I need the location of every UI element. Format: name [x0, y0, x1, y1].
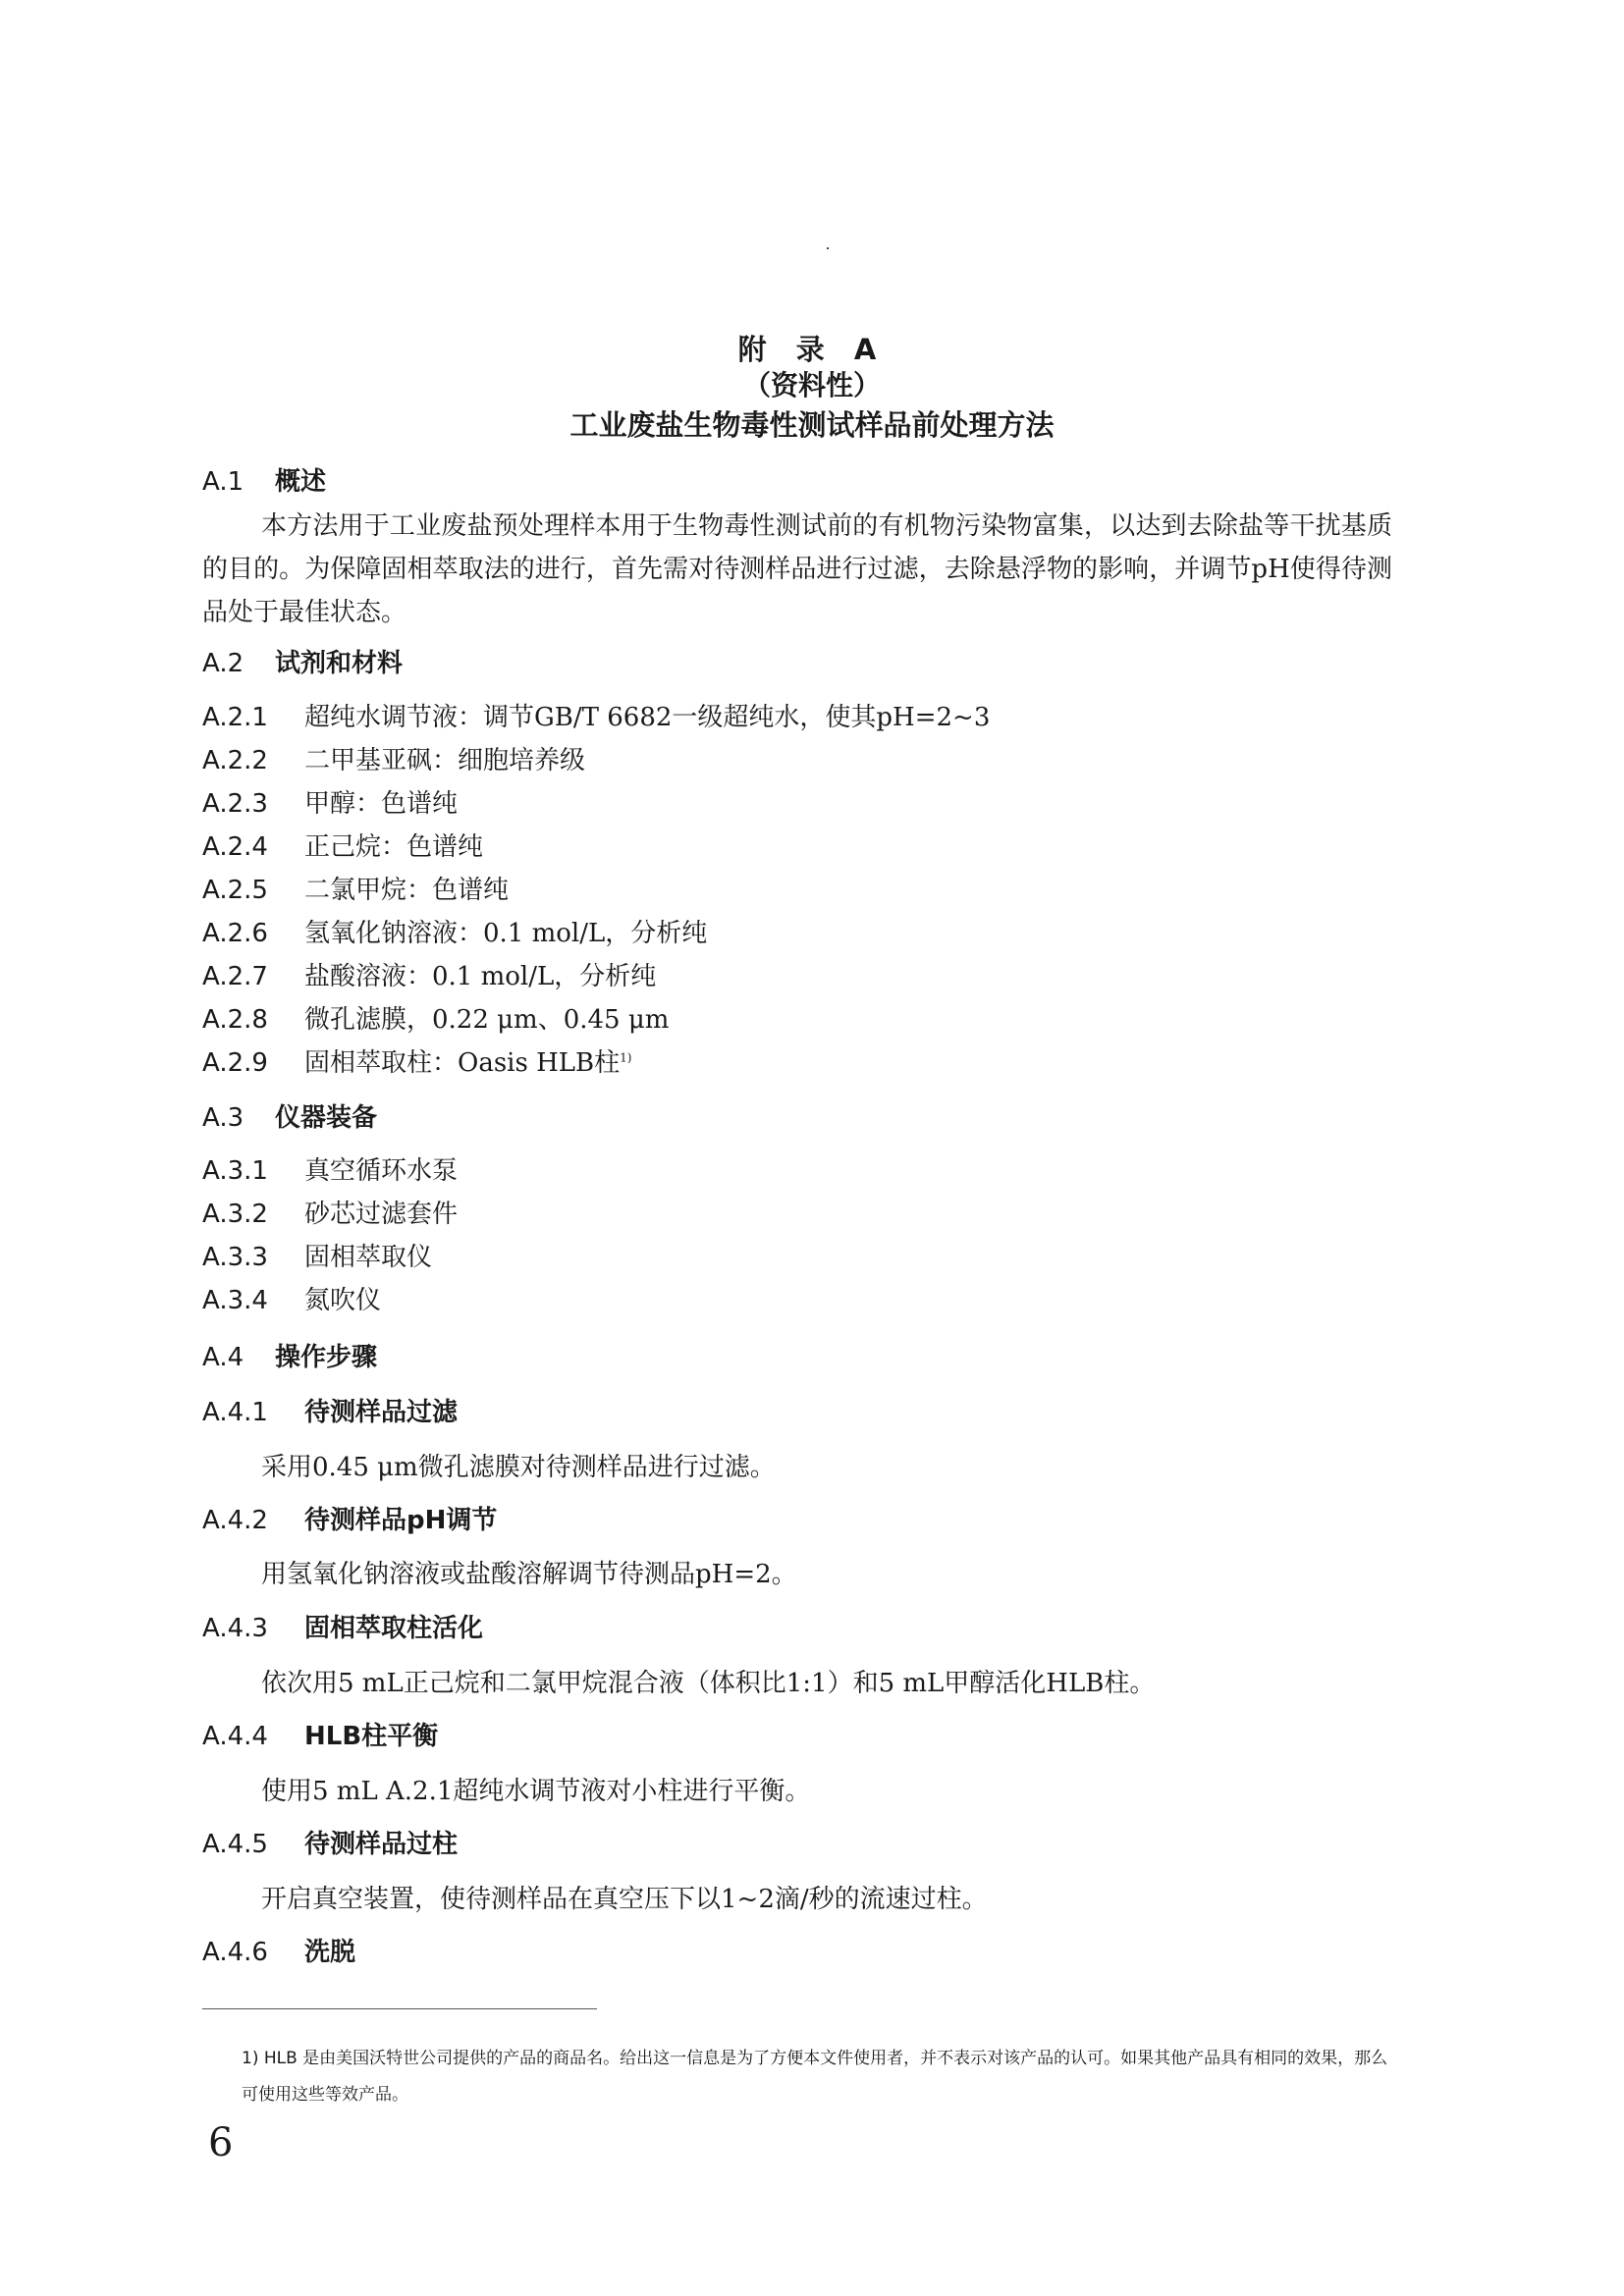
step-text: 采用0.45 μm微孔滤膜对待测样品进行过滤。	[261, 1453, 776, 1482]
section-number: A.3	[202, 1103, 244, 1133]
equipment-item	[202, 1280, 381, 1316]
step-number: A.4.4	[202, 1722, 268, 1751]
equipment-item	[202, 1194, 458, 1230]
step-title: 待测样品pH调节	[304, 1506, 498, 1535]
section-heading-a2	[202, 643, 403, 679]
item-number: A.2.7	[202, 962, 268, 991]
section-heading-a1	[202, 461, 326, 498]
reagent-item	[202, 870, 509, 906]
step-number: A.4.1	[202, 1398, 268, 1427]
section-number: A.2	[202, 649, 244, 678]
step-text: 用氢氧化钠溶液或盐酸溶解调节待测品pH=2。	[261, 1560, 797, 1589]
item-text: 固相萃取柱：Oasis HLB柱	[304, 1048, 621, 1078]
reagent-item	[202, 999, 669, 1036]
item-text: 正己烷：色谱纯	[304, 832, 484, 862]
step-number: A.4.5	[202, 1830, 268, 1859]
item-number: A.2.8	[202, 1005, 268, 1035]
equipment-item	[202, 1237, 432, 1273]
item-number: A.3.4	[202, 1286, 268, 1315]
item-number: A.2.6	[202, 919, 268, 948]
page-number: 6	[208, 2120, 234, 2165]
item-number: A.3.1	[202, 1156, 268, 1186]
section-number: A.1	[202, 467, 244, 497]
reagent-item	[202, 783, 458, 820]
reagent-item	[202, 1042, 631, 1079]
item-text: 超纯水调节液：调节GB/T 6682一级超纯水，使其pH=2~3	[304, 703, 991, 732]
step-number: A.4.3	[202, 1614, 268, 1643]
step-text: 依次用5 mL正己烷和二氯甲烷混合液（体积比1:1）和5 mL甲醇活化HLB柱。	[261, 1669, 1156, 1698]
reagent-item	[202, 913, 707, 949]
reagent-item	[202, 827, 483, 863]
reagent-item	[202, 697, 990, 733]
step-heading	[202, 1824, 458, 1860]
section-title: 概述	[275, 467, 327, 497]
step-title: 待测样品过柱	[304, 1830, 459, 1859]
step-heading	[202, 1608, 483, 1644]
step-number: A.4.6	[202, 1938, 268, 1967]
item-number: A.2.4	[202, 832, 268, 862]
step-heading	[202, 1716, 438, 1752]
step-heading	[202, 1392, 458, 1428]
item-text: 固相萃取仪	[304, 1243, 433, 1272]
footnote	[242, 2041, 1400, 2113]
step-number: A.4.2	[202, 1506, 268, 1535]
reagent-item	[202, 740, 585, 776]
section-title: 操作步骤	[275, 1343, 378, 1372]
section-number: A.4	[202, 1343, 244, 1372]
section-heading-a3	[202, 1097, 377, 1134]
item-text: 氮吹仪	[304, 1286, 382, 1315]
step-heading	[202, 1932, 355, 1968]
item-text: 砂芯过滤套件	[304, 1200, 459, 1229]
item-text: 二甲基亚砜：细胞培养级	[304, 746, 586, 775]
step-title: 待测样品过滤	[304, 1398, 459, 1427]
section-heading-a4	[202, 1337, 377, 1373]
step-heading	[202, 1500, 497, 1536]
item-number: A.2.1	[202, 703, 268, 732]
overview-paragraph: 本方法用于工业废盐预处理样本用于生物毒性测试前的有机物污染物富集，以达到去除盐等干扰基质的目的。为保障固相萃取法的进行，首先需对待测样品进行过滤，去除悬浮物的影响，并调节pH使得待测品处于最佳状态。	[202, 511, 1392, 627]
step-text: 使用5 mL A.2.1超纯水调节液对小柱进行平衡。	[261, 1777, 811, 1806]
item-text: 盐酸溶液：0.1 mol/L，分析纯	[304, 962, 657, 991]
scan-dot	[827, 247, 829, 249]
step-title: HLB柱平衡	[304, 1722, 439, 1751]
item-text: 真空循环水泵	[304, 1156, 459, 1186]
item-number: A.2.3	[202, 789, 268, 819]
footnote-reference[interactable]: 1)	[620, 1050, 632, 1065]
footnote-text: HLB 是由美国沃特世公司提供的产品的商品名。给出这一信息是为了方便本文件使用者，并不表示对该产品的认可。如果其他产品具有相同的效果，那么可使用这些等效产品。	[242, 2049, 1388, 2105]
step-text: 开启真空装置，使待测样品在真空压下以1~2滴/秒的流速过柱。	[261, 1885, 988, 1914]
footnote-mark: 1)	[242, 2049, 259, 2068]
appendix-title: 工业废盐生物毒性测试样品前处理方法	[569, 408, 1055, 442]
section-title: 试剂和材料	[275, 649, 404, 678]
item-text: 氢氧化钠溶液：0.1 mol/L，分析纯	[304, 919, 708, 948]
item-number: A.3.2	[202, 1200, 268, 1229]
reagent-item	[202, 956, 656, 992]
appendix-type: （资料性）	[742, 369, 881, 401]
step-title: 固相萃取柱活化	[304, 1614, 484, 1643]
item-number: A.2.2	[202, 746, 268, 775]
item-number: A.3.3	[202, 1243, 268, 1272]
step-title: 洗脱	[304, 1938, 356, 1967]
item-number: A.2.9	[202, 1048, 268, 1078]
item-text: 微孔滤膜，0.22 μm、0.45 μm	[304, 1005, 670, 1035]
item-number: A.2.5	[202, 876, 268, 905]
section-title: 仪器装备	[275, 1103, 378, 1133]
item-text: 甲醇：色谱纯	[304, 789, 459, 819]
appendix-label: 附 录 A	[737, 333, 887, 366]
equipment-item	[202, 1150, 458, 1187]
footnote-divider	[202, 2008, 597, 2009]
item-text: 二氯甲烷：色谱纯	[304, 876, 510, 905]
